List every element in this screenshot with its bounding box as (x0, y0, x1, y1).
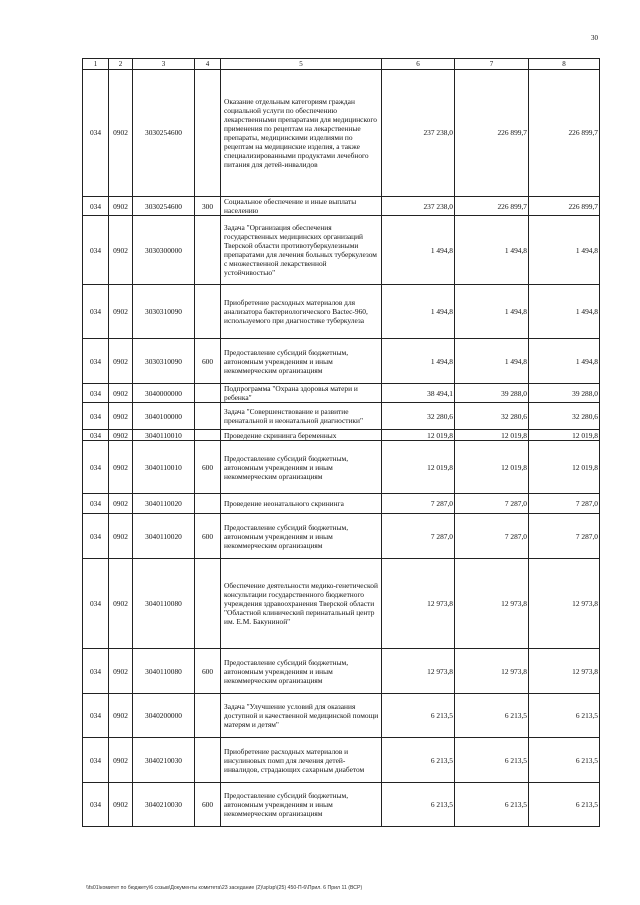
cell-target-article: 3040110010 (133, 441, 195, 494)
table-row (83, 430, 600, 441)
cell-target-article: 3030254600 (133, 197, 195, 216)
cell-subsection: 0902 (109, 694, 133, 738)
cell-amount-year-1: 1 494,8 (382, 216, 455, 285)
cell-description: Предоставление субсидий бюджетным, автономным учреждениям и иным некоммерческим организациям (221, 514, 382, 559)
cell-section: 034 (83, 430, 109, 441)
cell-description: Проведение неонатального скрининга (221, 494, 382, 514)
cell-amount-year-3: 6 213,5 (529, 783, 600, 827)
cell-amount-year-1: 12 973,8 (382, 649, 455, 694)
cell-target-article: 3040210030 (133, 738, 195, 783)
cell-amount-year-2: 12 019,8 (455, 441, 529, 494)
cell-expense-type (195, 403, 221, 430)
cell-target-article: 3030300000 (133, 216, 195, 285)
cell-target-article: 3040110020 (133, 494, 195, 514)
cell-expense-type: 600 (195, 339, 221, 384)
table-row (83, 738, 600, 783)
cell-expense-type (195, 384, 221, 403)
cell-amount-year-2: 7 287,0 (455, 514, 529, 559)
cell-description: Социальное обеспечение и иные выплаты населению (221, 197, 382, 216)
cell-amount-year-1: 38 494,1 (382, 384, 455, 403)
cell-description: Подпрограмма "Охрана здоровья матери и ребенка" (221, 384, 382, 403)
cell-description: Предоставление субсидий бюджетным, автономным учреждениям и иным некоммерческим организациям (221, 339, 382, 384)
cell-section: 034 (83, 649, 109, 694)
table-row (83, 70, 600, 197)
column-header: 6 (382, 59, 455, 70)
cell-amount-year-3: 7 287,0 (529, 494, 600, 514)
column-header: 8 (529, 59, 600, 70)
cell-description: Предоставление субсидий бюджетным, автономным учреждениям и иным некоммерческим организациям (221, 441, 382, 494)
cell-subsection: 0902 (109, 197, 133, 216)
table-row (83, 339, 600, 384)
cell-target-article: 3040110080 (133, 649, 195, 694)
cell-subsection: 0902 (109, 649, 133, 694)
table-row (83, 783, 600, 827)
cell-amount-year-1: 12 973,8 (382, 559, 455, 649)
cell-subsection: 0902 (109, 403, 133, 430)
table-header-row (83, 59, 600, 70)
cell-section: 034 (83, 285, 109, 339)
cell-description: Проведение скрининга беременных (221, 430, 382, 441)
cell-amount-year-1: 7 287,0 (382, 514, 455, 559)
cell-amount-year-3: 226 899,7 (529, 70, 600, 197)
cell-target-article: 3040000000 (133, 384, 195, 403)
cell-description: Задача "Организация обеспечения государственных медицинских организаций Тверской области противотуберкулезными препаратами для лечения больных туберкулезом с множественной лекарственной устойчивостью" (221, 216, 382, 285)
cell-expense-type (195, 694, 221, 738)
cell-description: Приобретение расходных материалов и инсулиновых помп для лечения детей-инвалидов, страдающих сахарным диабетом (221, 738, 382, 783)
cell-amount-year-3: 226 899,7 (529, 197, 600, 216)
cell-subsection: 0902 (109, 384, 133, 403)
cell-expense-type (195, 70, 221, 197)
cell-description: Задача "Улучшение условий для оказания доступной и качественной медицинской помощи матерям и детям" (221, 694, 382, 738)
page-number: 30 (591, 34, 598, 42)
cell-expense-type (195, 216, 221, 285)
cell-amount-year-2: 1 494,8 (455, 216, 529, 285)
cell-description: Предоставление субсидий бюджетным, автономным учреждениям и иным некоммерческим организациям (221, 649, 382, 694)
cell-amount-year-2: 226 899,7 (455, 70, 529, 197)
cell-subsection: 0902 (109, 339, 133, 384)
cell-amount-year-1: 237 238,0 (382, 197, 455, 216)
cell-section: 034 (83, 559, 109, 649)
cell-section: 034 (83, 494, 109, 514)
cell-target-article: 3040110080 (133, 559, 195, 649)
column-header: 7 (455, 59, 529, 70)
cell-expense-type: 600 (195, 514, 221, 559)
cell-subsection: 0902 (109, 216, 133, 285)
table-row (83, 694, 600, 738)
cell-section: 034 (83, 384, 109, 403)
column-header: 3 (133, 59, 195, 70)
cell-target-article: 3040110020 (133, 514, 195, 559)
cell-target-article: 3040100000 (133, 403, 195, 430)
cell-amount-year-2: 6 213,5 (455, 738, 529, 783)
column-header: 5 (221, 59, 382, 70)
cell-section: 034 (83, 514, 109, 559)
cell-amount-year-1: 32 280,6 (382, 403, 455, 430)
cell-amount-year-1: 12 019,8 (382, 430, 455, 441)
cell-target-article: 3040210030 (133, 783, 195, 827)
cell-amount-year-2: 1 494,8 (455, 285, 529, 339)
cell-amount-year-1: 6 213,5 (382, 783, 455, 827)
cell-subsection: 0902 (109, 430, 133, 441)
table-row (83, 197, 600, 216)
cell-amount-year-3: 39 288,0 (529, 384, 600, 403)
cell-expense-type: 600 (195, 649, 221, 694)
cell-target-article: 3030310090 (133, 285, 195, 339)
cell-amount-year-2: 226 899,7 (455, 197, 529, 216)
cell-amount-year-3: 12 973,8 (529, 559, 600, 649)
cell-section: 034 (83, 783, 109, 827)
cell-expense-type (195, 285, 221, 339)
cell-description: Приобретение расходных материалов для анализатора бактериологического Bactec-960, используемого при диагностике туберкулеза (221, 285, 382, 339)
cell-amount-year-2: 7 287,0 (455, 494, 529, 514)
table-row (83, 559, 600, 649)
cell-amount-year-1: 1 494,8 (382, 339, 455, 384)
table-row (83, 216, 600, 285)
cell-description: Оказание отдельным категориям граждан социальной услуги по обеспечению лекарственными препаратами для медицинского применения по рецептам на лекарственные препараты, медицинскими изделиями по рецептам на медицинские изделия, а также специализированными продуктами лечебного питания для детей-инвалидов (221, 70, 382, 197)
cell-subsection: 0902 (109, 738, 133, 783)
table-row (83, 494, 600, 514)
cell-expense-type: 600 (195, 783, 221, 827)
table-row (83, 441, 600, 494)
cell-amount-year-2: 6 213,5 (455, 783, 529, 827)
cell-amount-year-1: 12 019,8 (382, 441, 455, 494)
cell-section: 034 (83, 197, 109, 216)
cell-amount-year-1: 237 238,0 (382, 70, 455, 197)
cell-description: Задача "Совершенствование и развитие пренатальной и неонатальной диагностики" (221, 403, 382, 430)
cell-subsection: 0902 (109, 285, 133, 339)
table-row (83, 649, 600, 694)
cell-amount-year-3: 12 019,8 (529, 430, 600, 441)
budget-table (82, 58, 600, 827)
cell-amount-year-3: 7 287,0 (529, 514, 600, 559)
cell-target-article: 3030310090 (133, 339, 195, 384)
cell-amount-year-1: 7 287,0 (382, 494, 455, 514)
cell-subsection: 0902 (109, 559, 133, 649)
table-row (83, 403, 600, 430)
cell-subsection: 0902 (109, 70, 133, 197)
cell-amount-year-2: 39 288,0 (455, 384, 529, 403)
cell-amount-year-2: 32 280,6 (455, 403, 529, 430)
cell-description: Обеспечение деятельности медико-генетической консультации государственного бюджетного учреждения здравоохранения Тверской области "Областной клинический перинатальный центр им. Е.М. Бакуниной" (221, 559, 382, 649)
cell-section: 034 (83, 70, 109, 197)
cell-expense-type (195, 430, 221, 441)
cell-target-article: 3040110010 (133, 430, 195, 441)
cell-amount-year-3: 1 494,8 (529, 339, 600, 384)
cell-subsection: 0902 (109, 494, 133, 514)
cell-section: 034 (83, 694, 109, 738)
table-row (83, 285, 600, 339)
cell-amount-year-3: 1 494,8 (529, 285, 600, 339)
cell-amount-year-1: 6 213,5 (382, 738, 455, 783)
cell-expense-type (195, 494, 221, 514)
cell-subsection: 0902 (109, 783, 133, 827)
cell-amount-year-1: 1 494,8 (382, 285, 455, 339)
cell-amount-year-2: 12 973,8 (455, 649, 529, 694)
cell-amount-year-3: 6 213,5 (529, 694, 600, 738)
cell-amount-year-2: 1 494,8 (455, 339, 529, 384)
cell-amount-year-3: 32 280,6 (529, 403, 600, 430)
cell-amount-year-3: 6 213,5 (529, 738, 600, 783)
table-row (83, 384, 600, 403)
cell-target-article: 3030254600 (133, 70, 195, 197)
cell-expense-type (195, 559, 221, 649)
cell-section: 034 (83, 403, 109, 430)
cell-subsection: 0902 (109, 514, 133, 559)
cell-section: 034 (83, 216, 109, 285)
cell-amount-year-2: 12 973,8 (455, 559, 529, 649)
cell-description: Предоставление субсидий бюджетным, автономным учреждениям и иным некоммерческим организациям (221, 783, 382, 827)
cell-section: 034 (83, 441, 109, 494)
cell-expense-type: 600 (195, 441, 221, 494)
cell-subsection: 0902 (109, 441, 133, 494)
cell-expense-type (195, 738, 221, 783)
cell-amount-year-2: 6 213,5 (455, 694, 529, 738)
cell-section: 034 (83, 738, 109, 783)
column-header: 1 (83, 59, 109, 70)
column-header: 2 (109, 59, 133, 70)
table-row (83, 514, 600, 559)
cell-amount-year-2: 12 019,8 (455, 430, 529, 441)
cell-target-article: 3040200000 (133, 694, 195, 738)
column-header: 4 (195, 59, 221, 70)
cell-expense-type: 300 (195, 197, 221, 216)
cell-amount-year-3: 1 494,8 (529, 216, 600, 285)
cell-amount-year-1: 6 213,5 (382, 694, 455, 738)
cell-amount-year-3: 12 973,8 (529, 649, 600, 694)
cell-section: 034 (83, 339, 109, 384)
footer-file-path: \\fs01\комитет по бюджету\6 созыв\Документы комитета\23 заседание (2)\зр\зр\(25) 450-П-6\Прил. 6 Прил 11 (ВСР) (86, 885, 363, 891)
cell-amount-year-3: 12 019,8 (529, 441, 600, 494)
